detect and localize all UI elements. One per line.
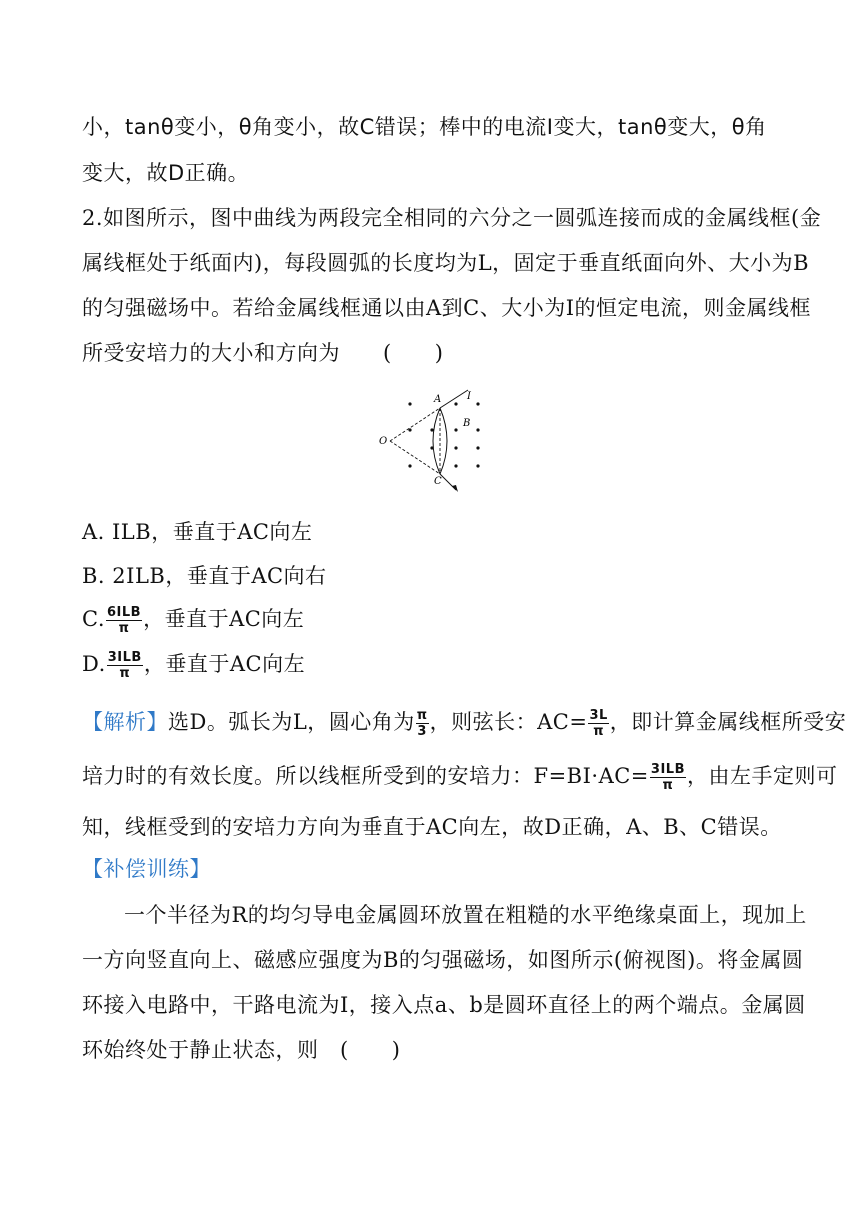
force-numerator: 3ILB [650, 762, 685, 777]
analysis-text-2a: 培力时的有效长度。所以线框所受到的安培力：F=BI·AC= [82, 764, 649, 788]
option-a: A. ILB，垂直于AC向左 [82, 520, 313, 544]
supplement-line-2: 一方向竖直向上、磁感应强度为B的匀强磁场，如图所示(俯视图)。将金属圆 [82, 948, 804, 972]
analysis-text-1c: ，即计算金属线框所受安 [609, 710, 847, 734]
option-b: B. 2ILB，垂直于AC向右 [82, 564, 327, 588]
force-fraction [650, 762, 686, 793]
option-c-numerator: 6ILB [107, 605, 142, 620]
analysis-tag: 【解析】 [82, 710, 168, 734]
angle-denominator: 3 [417, 724, 427, 739]
label-A: A [434, 394, 442, 405]
force-denominator: π [662, 778, 674, 793]
question-line-2: 属线框处于纸面内)，每段圆弧的长度均为L，固定于垂直纸面向外、大小为B [82, 251, 810, 275]
supplement-line-1: 一个半径为R的均匀导电金属圆环放置在粗糙的水平绝缘桌面上，现加上 [124, 903, 807, 927]
label-I: I [467, 391, 471, 402]
previous-solution-line-2: 变大，故D正确。 [82, 161, 250, 185]
option-d-numerator: 3ILB [107, 650, 142, 665]
supplement-line-3: 环接入电路中，干路电流为I，接入点a、b是圆环直径上的两个端点。金属圆 [82, 993, 806, 1017]
option-d-fraction [107, 650, 143, 681]
chord-denominator: π [593, 724, 604, 739]
option-c [82, 604, 304, 636]
analysis-text-1a: 选D。弧长为L，圆心角为 [168, 710, 415, 734]
option-d [82, 649, 305, 681]
label-O: O [379, 436, 388, 447]
option-c-fraction [106, 605, 142, 636]
label-B: B [463, 418, 471, 429]
magnetic-field-diagram [376, 386, 496, 494]
option-d-prefix: D. [82, 652, 106, 676]
analysis-line-3: 知，线框受到的安培力方向为垂直于AC向左，故D正确，A、B、C错误。 [82, 815, 782, 839]
supplement-tag: 【补偿训练】 [82, 857, 211, 881]
option-d-suffix: ，垂直于AC向左 [143, 652, 306, 676]
chord-numerator: 3L [589, 708, 608, 723]
option-c-prefix: C. [82, 607, 105, 631]
analysis-line-1 [82, 707, 846, 739]
chord-fraction [588, 708, 608, 739]
analysis-text-1b: ，则弦长：AC= [429, 710, 588, 734]
option-c-denominator: π [118, 621, 130, 636]
supplement-line-4: 环始终处于静止状态，则 ( ) [82, 1038, 401, 1062]
analysis-text-2b: ，由左手定则可 [686, 764, 838, 788]
option-d-denominator: π [119, 666, 131, 681]
option-c-suffix: ，垂直于AC向左 [143, 607, 305, 631]
question-line-4: 所受安培力的大小和方向为 ( ) [82, 341, 444, 365]
previous-solution-line-1: 小，tanθ变小，θ角变小，故C错误；棒中的电流I变大，tanθ变大，θ角 [82, 115, 767, 139]
label-C: C [434, 476, 442, 487]
angle-fraction [416, 708, 429, 739]
analysis-line-2 [82, 761, 837, 793]
question-line-1: 2.如图所示，图中曲线为两段完全相同的六分之一圆弧连接而成的金属线框(金 [82, 206, 822, 230]
question-line-3: 的匀强磁场中。若给金属线框通以由A到C、大小为I的恒定电流，则金属线框 [82, 296, 812, 320]
angle-numerator: π [416, 708, 428, 723]
